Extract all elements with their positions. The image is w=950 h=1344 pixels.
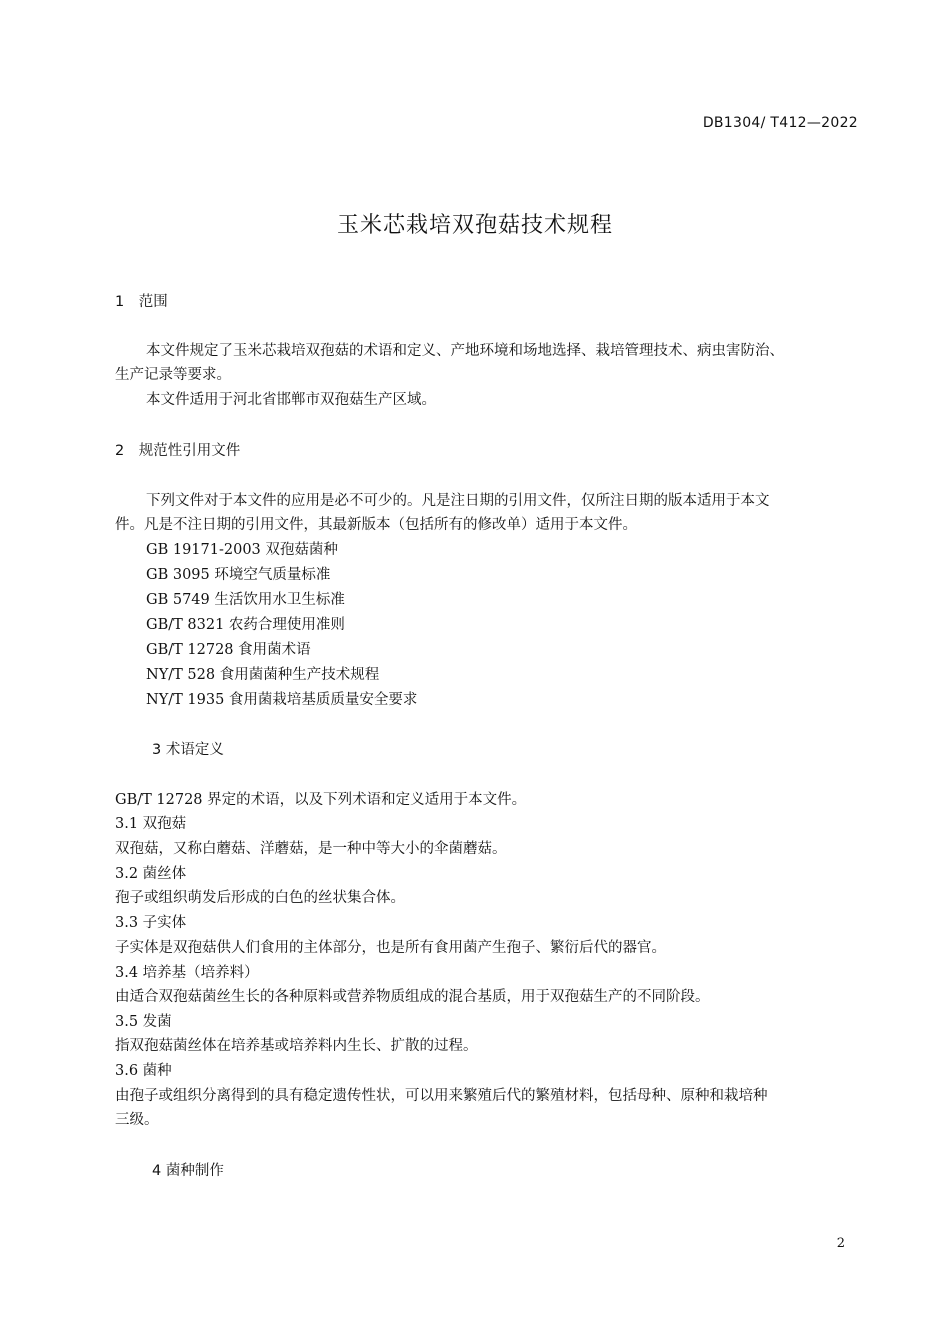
term-3-definition: 子实体是双孢菇供人们食用的主体部分，也是所有食用菌产生孢子、繁衍后代的器官。 (115, 940, 666, 956)
reference-item: GB/T 8321 农药合理使用准则 (146, 617, 345, 633)
reference-item: GB 5749 生活饮用水卫生标准 (146, 592, 345, 608)
term-5-title: 3.5 发菌 (115, 1014, 172, 1030)
term-2-title: 3.2 菌丝体 (115, 866, 187, 882)
reference-item: GB 3095 环境空气质量标准 (146, 567, 331, 583)
section-2-heading: 2 规范性引用文件 (115, 443, 241, 459)
section-1-paragraph-1-line-2: 生产记录等要求。 (115, 367, 231, 383)
section-4-heading: 4 菌种制作 (152, 1163, 224, 1179)
term-4-title: 3.4 培养基（培养料） (115, 965, 259, 981)
section-1-heading: 1 范围 (115, 294, 168, 310)
section-2-paragraph-line-2: 件。凡是不注日期的引用文件，其最新版本（包括所有的修改单）适用于本文件。 (115, 517, 637, 533)
term-3-title: 3.3 子实体 (115, 915, 187, 931)
page-number: 2 (836, 1236, 845, 1251)
term-5-definition: 指双孢菇菌丝体在培养基或培养料内生长、扩散的过程。 (115, 1038, 478, 1054)
term-2-definition: 孢子或组织萌发后形成的白色的丝状集合体。 (115, 890, 405, 906)
reference-item: NY/T 1935 食用菌栽培基质质量安全要求 (146, 692, 418, 708)
reference-item: GB/T 12728 食用菌术语 (146, 642, 311, 658)
document-title: 玉米芯栽培双孢菇技术规程 (336, 213, 613, 238)
term-4-definition: 由适合双孢菇菌丝生长的各种原料或营养物质组成的混合基质，用于双孢菇生产的不同阶段。 (115, 989, 710, 1005)
term-1-definition: 双孢菇，又称白蘑菇、洋蘑菇，是一种中等大小的伞菌蘑菇。 (115, 841, 507, 857)
section-1-paragraph-1-line-1: 本文件规定了玉米芯栽培双孢菇的术语和定义、产地环境和场地选择、栽培管理技术、病虫害防治、 (146, 343, 784, 359)
section-2-paragraph-line-1: 下列文件对于本文件的应用是必不可少的。凡是注日期的引用文件，仅所注日期的版本适用于本文 (146, 493, 770, 509)
section-3-heading: 3 术语定义 (152, 742, 224, 758)
reference-item: NY/T 528 食用菌菌种生产技术规程 (146, 667, 380, 683)
term-1-title: 3.1 双孢菇 (115, 816, 187, 832)
section-1-paragraph-2: 本文件适用于河北省邯郸市双孢菇生产区域。 (146, 392, 436, 408)
term-6-title: 3.6 菌种 (115, 1063, 172, 1079)
term-6-definition-line-2: 三级。 (115, 1112, 159, 1128)
reference-item: GB 19171-2003 双孢菇菌种 (146, 542, 338, 558)
standard-number: DB1304/ T412—2022 (702, 115, 858, 131)
section-3-intro: GB/T 12728 界定的术语，以及下列术语和定义适用于本文件。 (115, 792, 527, 808)
term-6-definition-line-1: 由孢子或组织分离得到的具有稳定遗传性状，可以用来繁殖后代的繁殖材料，包括母种、原种和栽培种 (115, 1088, 768, 1104)
